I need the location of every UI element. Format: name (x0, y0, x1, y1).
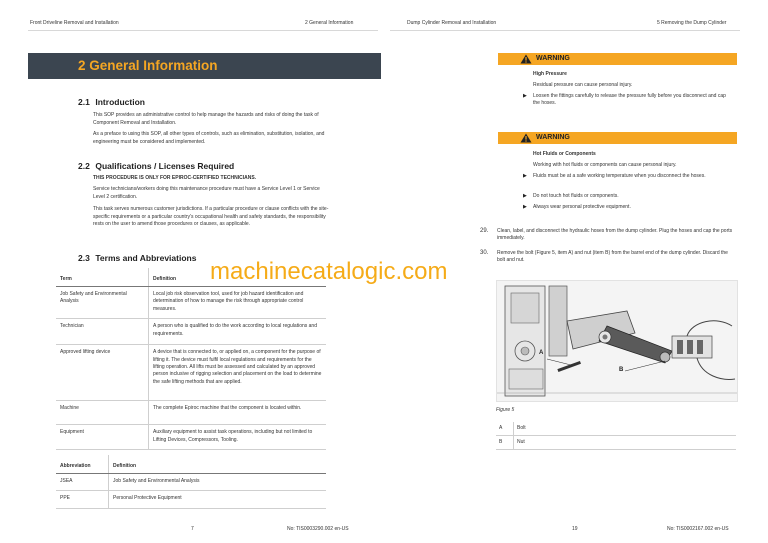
step-number: 29. (480, 228, 489, 234)
warning-text: Working with hot fluids or components can cause personal injury. (533, 162, 677, 168)
warning-bullet: Always wear personal protective equipment. (533, 204, 631, 210)
section-title: Qualifications / Licenses Required (95, 161, 235, 171)
warning-triangle-icon (520, 54, 532, 64)
warning-label: WARNING (536, 55, 570, 62)
page-number-left: 7 (191, 526, 194, 532)
header-rule-right (390, 30, 740, 31)
table-row (56, 345, 326, 401)
intro-paragraph-1: This SOP provides an administrative control to help manage the hazards and risks of doing the task of Component Removal and Installation. (93, 112, 319, 126)
figure-dump-cylinder (496, 280, 738, 402)
section-number: 2.1 (78, 97, 90, 107)
warning-triangle-icon (520, 133, 532, 143)
table-row (56, 474, 326, 491)
definition-cell: Local job risk observation tool, used for job hazard identification and determination of how to manage the risk through appropriate control measures. (149, 287, 327, 319)
doc-number-left: No: TIS0003290.002 en-US (287, 526, 349, 532)
page-number-right: 19 (572, 526, 578, 532)
procedure-step (480, 250, 738, 264)
terms-table (56, 268, 326, 450)
column-header-term: Term (56, 268, 149, 287)
section-heading-quals (78, 161, 234, 171)
warning-banner-pressure (498, 53, 737, 65)
callout-label-b: B (619, 367, 624, 373)
section-heading-terms (78, 253, 196, 263)
triangle-bullet-icon: ▶ (523, 93, 527, 99)
header-rule-left (28, 30, 378, 31)
term-cell: Machine (56, 401, 149, 425)
triangle-bullet-icon: ▶ (523, 204, 527, 210)
quals-paragraph-3: This task serves numerous customer jurisdictions. If a particular procedure or clause conflicts with the site-specific requirements or a particular country's occupational health and safety standards, the responsibility rests on the user to amend those procedures or clauses, as applicable. (93, 206, 329, 228)
abbreviations-table (56, 455, 326, 509)
section-title: Terms and Abbreviations (95, 253, 197, 263)
legend-row (496, 436, 736, 450)
triangle-bullet-icon: ▶ (523, 173, 527, 179)
section-number: 2.3 (78, 253, 90, 263)
column-header-definition: Definition (109, 455, 327, 474)
legend-row (496, 422, 736, 436)
warning-bullet: Do not touch hot fluids or components. (533, 193, 619, 199)
warning-bullet: Loosen the fittings carefully to release the pressure fully before you disconnect and cap the hoses. (533, 93, 726, 107)
definition-cell: A device that is connected to, or applied on, a component for the purpose of lifting it. The device must fulfil local regulations and requirements for the lifting operation. All lifts must be assessed and calculated by an approved person inclusive of rigging selection and placement on the load to determine the safe lifting methods that are applied. (149, 345, 327, 401)
dump-cylinder-illustration (497, 281, 737, 401)
legend-key: A (496, 422, 514, 436)
section-title: Introduction (95, 97, 145, 107)
procedure-step (480, 228, 738, 242)
column-header-definition: Definition (149, 268, 327, 287)
legend-key: B (496, 436, 514, 450)
header-center-right: Dump Cylinder Removal and Installation (407, 20, 497, 26)
warning-bullet: Fluids must be at a safe working temperature when you disconnect the hoses. (533, 173, 706, 179)
page-title: 2 General Information (28, 53, 381, 79)
triangle-bullet-icon: ▶ (523, 193, 527, 199)
definition-cell: The complete Epiroc machine that the component is located within. (149, 401, 327, 425)
warning-label: WARNING (536, 134, 570, 141)
definition-cell: Job Safety and Environmental Analysis (109, 474, 327, 491)
intro-paragraph-2: As a preface to using this SOP, all other types of controls, such as elimination, substitution, isolation, and engineering must be considered and implemented. (93, 131, 325, 145)
definition-cell: Personal Protective Equipment (109, 491, 327, 508)
table-row (56, 491, 326, 508)
term-cell: Job Safety and Environmental Analysis (56, 287, 149, 319)
warning-banner-hot-fluids (498, 132, 737, 144)
table-row (56, 319, 326, 345)
section-heading-intro (78, 97, 145, 107)
warning-title: Hot Fluids or Components (533, 151, 596, 157)
quals-paragraph-2: Service technicians/workers doing this maintenance procedure must have a Service Level 1 or Service Level 2 certification. (93, 186, 320, 200)
warning-title: High Pressure (533, 71, 567, 77)
doc-number-right: No: TIS0002167.002 en-US (667, 526, 729, 532)
column-header-abbreviation: Abbreviation (56, 455, 109, 474)
header-center-left: 2 General Information (305, 20, 354, 26)
header-left: Front Driveline Removal and Installation (30, 20, 119, 26)
term-cell: Equipment (56, 425, 149, 450)
definition-cell: A person who is qualified to do the work according to local regulations and requirements. (149, 319, 327, 345)
definition-cell: Auxiliary equipment to assist task operations, including but not limited to Lifting Devices, Compressors, Tooling. (149, 425, 327, 450)
table-row (56, 401, 326, 425)
step-text: Remove the bolt (Figure 5, item A) and nut (item B) from the barrel end of the dump cylinder. Discard the bolt and nut. (497, 250, 728, 264)
watermark-text: machinecatalogic.com (210, 258, 448, 285)
warning-text: Residual pressure can cause personal injury. (533, 82, 633, 88)
callout-label-a: A (539, 350, 544, 356)
step-text: Clean, label, and disconnect the hydraulic hoses from the dump cylinder. Plug the hoses and cap the ports immediately. (497, 228, 733, 242)
step-number: 30. (480, 250, 489, 256)
term-cell: Approved lifting device (56, 345, 149, 401)
header-right: 5 Removing the Dump Cylinder (657, 20, 727, 26)
quals-paragraph-1: THIS PROCEDURE IS ONLY FOR EPIROC-CERTIFIED TECHNICIANS. (93, 175, 257, 181)
section-number: 2.2 (78, 161, 90, 171)
abbreviation-cell: PPE (56, 491, 109, 508)
figure-legend (496, 422, 736, 450)
table-row (56, 425, 326, 450)
term-cell: Technician (56, 319, 149, 345)
abbreviation-cell: JSEA (56, 474, 109, 491)
table-row (56, 287, 326, 319)
legend-value: Nut (514, 436, 737, 450)
table-header-row (56, 455, 326, 474)
figure-caption: Figure 5 (496, 407, 515, 413)
legend-value: Bolt (514, 422, 737, 436)
